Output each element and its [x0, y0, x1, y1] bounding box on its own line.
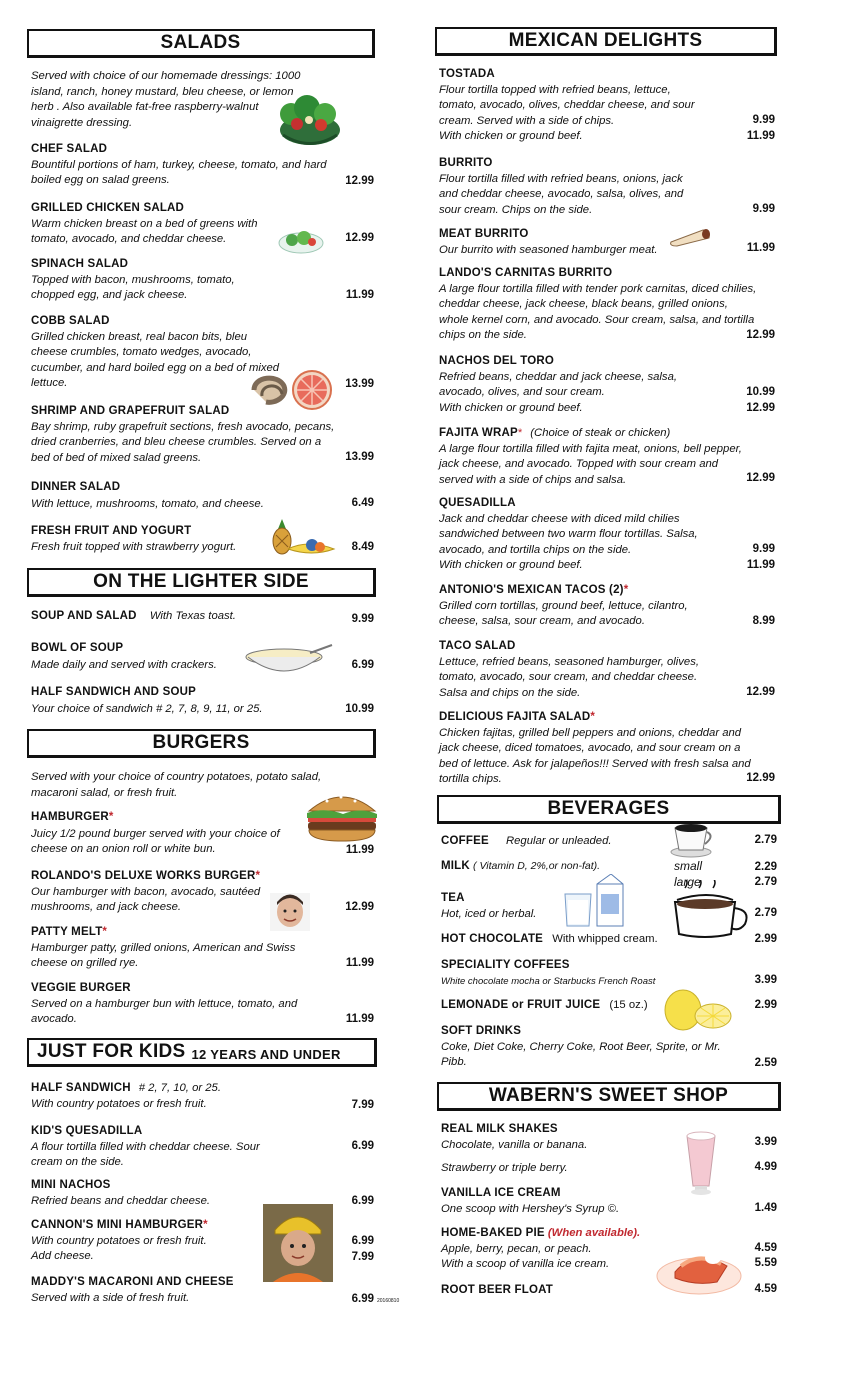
item-name: LANDO'S CARNITAS BURRITO [439, 267, 613, 279]
menu-item-kids-half-sandwich [31, 1081, 331, 1112]
item-desc-addon: With chicken or ground beef. [439, 130, 583, 142]
section-title: ON THE LIGHTER SIDE [93, 571, 309, 592]
item-desc: Apple, berry, pecan, or peach. [441, 1242, 592, 1255]
item-desc: With country potatoes or fresh fruit. [31, 1097, 207, 1110]
section-header-beverages [437, 795, 781, 824]
section-header-salads [27, 29, 375, 58]
item-name: SOFT DRINKS [441, 1025, 522, 1037]
menu-item-rolandos-burger [31, 869, 296, 916]
menu-code: 20160810 [377, 1298, 400, 1304]
item-name: GRILLED CHICKEN SALAD [31, 202, 185, 214]
hamburger-icon [305, 787, 379, 843]
item-name: MINI NACHOS [31, 1179, 111, 1191]
item-price: 9.99 [752, 203, 775, 215]
item-price: 12.99 [345, 175, 374, 187]
item-desc: ( Vitamin D, 2%,or non-fat). [473, 860, 601, 872]
item-desc-addon: With a scoop of vanilla ice cream. [441, 1258, 610, 1270]
item-name: VANILLA ICE CREAM [441, 1187, 561, 1199]
section-header-mexican [435, 27, 777, 56]
item-desc: Our burrito with seasoned hamburger meat. [439, 243, 658, 256]
item-price-addon: 11.99 [746, 130, 775, 142]
item-desc: Chicken fajitas, grilled bell peppers and onions, cheddar and jack cheese, diced tomatoes, avocado, and sour cream on a bed of lettuce. Ask for jalapeños!!! Served with fresh salsa and tortilla chips. [439, 726, 751, 785]
item-name: LEMONADE or FRUIT JUICE [441, 999, 601, 1011]
section-title: MEXICAN DELIGHTS [508, 30, 703, 51]
menu-item-dinner-salad [31, 480, 321, 512]
menu-item-quesadilla [439, 496, 719, 574]
item-price: 2.99 [754, 999, 777, 1011]
item-name: SPINACH SALAD [31, 258, 129, 270]
item-price: 12.99 [345, 232, 374, 244]
menu-item-shrimp-grapefruit-salad [31, 404, 336, 466]
item-name: TEA [441, 892, 465, 904]
item-desc: Bay shrimp, ruby grapefruit sections, fresh avocado, pecans, dried cranberries, and bleu cheese crumbles. Served on a bed of bed of mixed salad greens. [31, 420, 335, 464]
item-name: MADDY'S MACARONI AND CHEESE [31, 1276, 234, 1288]
menu-item-maddys-mac-cheese [31, 1275, 331, 1306]
menu-item-grilled-chicken-salad [31, 201, 296, 248]
section-title: BURGERS [152, 732, 250, 753]
menu-item-hot-chocolate [441, 932, 681, 948]
item-name: HOT CHOCOLATE [441, 933, 544, 945]
item-price: 9.99 [752, 114, 775, 126]
item-name: NACHOS DEL TORO [439, 355, 555, 367]
item-desc: Juicy 1/2 pound burger served with your choice of cheese on an onion roll or white bun. [31, 827, 280, 855]
item-price: 6.99 [351, 1293, 374, 1305]
item-price: 11.99 [345, 844, 374, 856]
menu-item-half-sandwich-soup [31, 685, 331, 717]
section-title: SALADS [160, 32, 241, 53]
item-desc: Flour tortilla topped with refried beans, lettuce, tomato, avocado, olives, cheddar cheese, and sour cream. Served with a side of chips. [439, 83, 695, 127]
item-desc-addon: With chicken or ground beef. [439, 401, 583, 414]
menu-item-taco-salad [439, 639, 709, 701]
menu-item-milk-shakes [441, 1122, 661, 1177]
item-name: DELICIOUS FAJITA SALAD* [439, 711, 596, 723]
item-desc: (15 oz.) [609, 999, 648, 1011]
item-name: FRESH FRUIT AND YOGURT [31, 525, 192, 537]
item-price: 13.99 [345, 378, 374, 390]
menu-item-meat-burrito [439, 227, 699, 258]
menu-item-antonios-tacos [439, 583, 729, 630]
item-desc-addon: With chicken or ground beef. [439, 559, 583, 571]
item-name: TOSTADA [439, 68, 495, 80]
menu-item-kids-quesadilla [31, 1124, 331, 1171]
item-price: 4.59 [754, 1242, 777, 1254]
item-desc: Grilled chicken breast, real bacon bits, bleu cheese crumbles, tomato wedges, avocado, cucumber, and hard boiled egg on a bed of mixed lettuce. [31, 330, 280, 389]
item-price: 3.99 [754, 974, 777, 986]
item-price: 12.99 [746, 686, 775, 698]
salad-plate-icon [277, 225, 327, 255]
item-name: COFFEE [441, 835, 489, 847]
item-name: VEGGIE BURGER [31, 982, 131, 994]
item-price: 2.79 [754, 834, 777, 846]
item-name: QUESADILLA [439, 497, 516, 509]
item-name: SHRIMP AND GRAPEFRUIT SALAD [31, 405, 230, 417]
menu-item-carnitas-burrito [439, 266, 759, 344]
item-desc: A large flour tortilla filled with tender pork carnitas, diced chilies, cheddar cheese, jack cheese, black beans, grilled onions, whole kernel corn, and avocado. Sour cream, salsa, and tortilla chips on the side. [439, 282, 757, 341]
item-price: 6.99 [351, 1235, 374, 1247]
item-price: 11.99 [345, 1013, 374, 1025]
item-price: 12.99 [746, 329, 775, 341]
section-title: JUST FOR KIDS [37, 1041, 186, 1062]
item-price: 12.99 [345, 901, 374, 913]
item-name: KID'S QUESADILLA [31, 1125, 143, 1137]
item-desc: Bountiful portions of ham, turkey, cheese, tomato, and hard boiled egg on salad greens. [31, 158, 327, 186]
item-desc: Hot, iced or herbal. [441, 907, 537, 920]
size-small-label: small [674, 859, 703, 873]
menu-item-tostada [439, 67, 699, 145]
item-note: # 2, 7, 10, or 25. [138, 1082, 221, 1094]
item-desc: Fresh fruit topped with strawberry yogurt. [31, 540, 237, 553]
menu-item-spinach-salad [31, 257, 276, 304]
item-desc: Your choice of sandwich # 2, 7, 8, 9, 11, or 25. [31, 702, 263, 715]
item-name: TACO SALAD [439, 640, 516, 652]
menu-item-veggie-burger [31, 981, 306, 1028]
menu-item-tea [441, 891, 641, 922]
item-note: (When available). [547, 1227, 641, 1239]
item-name: CHEF SALAD [31, 143, 108, 155]
item-desc: Grilled corn tortillas, ground beef, lettuce, cilantro, cheese, salsa, sour cream, and avocado. [439, 599, 688, 627]
item-desc: A large flour tortilla filled with fajita meat, onions, bell pepper, jack cheese, and avocado. Topped with sour cream and served with a side of chips and salsa. [439, 442, 742, 486]
menu-item-coffee [441, 834, 701, 850]
soup-bowl-icon [242, 643, 334, 677]
item-desc: Lettuce, refried beans, seasoned hamburger, olives, tomato, avocado, sour cream, and cheddar cheese. Salsa and chips on the side. [439, 655, 699, 699]
item-price: 3.99 [754, 1136, 777, 1148]
section-header-lighter-side [27, 568, 376, 597]
item-price-addon: 12.99 [746, 402, 775, 414]
coffee-cup-icon [669, 818, 717, 858]
size-large-label: large [674, 875, 701, 889]
item-price-addon: 7.99 [351, 1251, 374, 1263]
item-desc: Regular or unleaded. [505, 835, 612, 847]
item-price: 12.99 [746, 772, 775, 784]
item-price: 12.99 [746, 472, 775, 484]
item-price: 4.59 [754, 1283, 777, 1295]
item-name: PATTY MELT* [31, 926, 108, 938]
item-desc: Warm chicken breast on a bed of greens with tomato, avocado, and cheddar cheese. [31, 217, 258, 245]
item-desc: With whipped cream. [552, 933, 658, 945]
item-desc: Topped with bacon, mushrooms, tomato, chopped egg, and jack cheese. [31, 273, 235, 301]
item-price: 11.99 [746, 242, 775, 254]
item-name: ANTONIO'S MEXICAN TACOS (2)* [439, 584, 629, 596]
menu-item-nachos-del-toro [439, 354, 679, 416]
item-desc: A flour tortilla filled with cheddar cheese. Sour cream on the side. [31, 1140, 260, 1168]
item-price: 1.49 [754, 1202, 777, 1214]
item-name: REAL MILK SHAKES [441, 1123, 558, 1135]
item-desc: One scoop with Hershey's Syrup ©. [441, 1202, 620, 1215]
item-desc: Hamburger patty, grilled onions, American and Swiss cheese on grilled rye. [31, 941, 296, 969]
item-name: MILK [441, 860, 470, 872]
menu-item-cannons-mini-hamburger [31, 1218, 271, 1265]
item-name: ROLANDO'S DELUXE WORKS BURGER* [31, 870, 261, 882]
item-price: 2.99 [754, 933, 777, 945]
item-desc: Coke, Diet Coke, Cherry Coke, Root Beer, Sprite, or Mr. Pibb. [441, 1040, 721, 1068]
menu-item-fajita-salad [439, 710, 759, 788]
section-subtitle: 12 YEARS AND UNDER [191, 1046, 341, 1062]
salads-intro: Served with choice of our homemade dressings: 1000 island, ranch, honey mustard, bleu cheese, or lemon herb . Also available fat-free raspberry-walnut vinaigrette dressing. [31, 70, 301, 129]
item-desc-addon: Strawberry or triple berry. [441, 1162, 568, 1174]
menu-item-speciality-coffees [441, 958, 741, 989]
menu-item-fajita-wrap: FAJITA WRAP* (Choice of steak or chicken) A large flour tortilla filled with fajita meat, onions, bell pepper, jack cheese, and avocado. Topped with sour cream and served with a side of chips and salsa. [439, 426, 744, 488]
item-price: 8.49 [351, 541, 374, 553]
item-price: 6.49 [351, 497, 374, 509]
item-price: 10.99 [746, 386, 775, 398]
item-price: 11.99 [345, 289, 374, 301]
item-name: ROOT BEER FLOAT [441, 1284, 554, 1296]
item-name: FAJITA WRAP [439, 427, 518, 439]
item-price: 9.99 [752, 543, 775, 555]
item-desc: White chocolate mocha or Starbucks French Roast [441, 975, 656, 987]
item-price: 8.99 [752, 615, 775, 627]
item-price: 2.29 [754, 861, 777, 873]
item-desc: Refried beans and cheddar cheese. [31, 1194, 210, 1207]
item-price: 6.99 [351, 1140, 374, 1152]
burgers-intro: Served with your choice of country potatoes, potato salad, macaroni salad, or fresh fruit. [31, 771, 322, 799]
item-desc: Served on a hamburger bun with lettuce, tomato, and avocado. [31, 997, 298, 1025]
item-name: HOME-BAKED PIE [441, 1227, 545, 1239]
item-desc: Jack and cheddar cheese with diced mild chilies sandwiched between two warm flour tortillas. Salsa, avocado, and tortilla chips on the side. [439, 512, 698, 556]
item-name: HALF SANDWICH [31, 1082, 131, 1094]
menu-item-patty-melt [31, 925, 306, 972]
item-price: 2.59 [754, 1057, 777, 1069]
item-price-addon: 11.99 [746, 559, 775, 571]
menu-item-vanilla-ice-cream [441, 1186, 701, 1217]
item-price: 6.99 [351, 659, 374, 671]
menu-item-home-baked-pie [441, 1226, 681, 1273]
item-price-addon: 4.99 [754, 1161, 777, 1173]
item-desc: Served with a side of fresh fruit. [31, 1291, 190, 1304]
section-header-burgers [27, 729, 376, 758]
item-desc: Chocolate, vanilla or banana. [441, 1138, 588, 1151]
item-note: (Choice of steak or chicken) [530, 427, 671, 439]
section-header-kids [27, 1038, 377, 1067]
item-desc: Our hamburger with bacon, avocado, sautéed mushrooms, and jack cheese. [31, 885, 261, 913]
item-name: DINNER SALAD [31, 481, 121, 493]
child-photo [263, 1204, 333, 1282]
item-price: 11.99 [345, 957, 374, 969]
item-name: CANNON'S MINI HAMBURGER* [31, 1219, 208, 1231]
menu-item-soft-drinks [441, 1024, 741, 1071]
item-price: 7.99 [351, 1099, 374, 1111]
menu-item-burrito [439, 156, 689, 218]
item-desc: Refried beans, cheddar and jack cheese, salsa, avocado, olives, and sour cream. [439, 370, 678, 398]
item-price: 10.99 [345, 703, 374, 715]
item-name: BOWL OF SOUP [31, 642, 124, 654]
menu-item-soup-and-salad [31, 609, 331, 625]
item-desc: Made daily and served with crackers. [31, 658, 217, 671]
item-name: SOUP AND SALAD [31, 610, 137, 622]
item-desc: Flour tortilla filled with refried beans, onions, jack and cheddar cheese, avocado, salsa, olives, and sour cream. Chips on the side. [439, 172, 684, 216]
item-price: 6.99 [351, 1195, 374, 1207]
item-name: MEAT BURRITO [439, 228, 529, 240]
item-desc: With country potatoes or fresh fruit. [31, 1234, 207, 1247]
item-name: HALF SANDWICH AND SOUP [31, 686, 196, 698]
item-price: 13.99 [345, 451, 374, 463]
menu-item-root-beer-float [441, 1283, 641, 1299]
menu-item-chef-salad [31, 142, 331, 189]
menu-item-hamburger [31, 810, 306, 858]
item-name: COBB SALAD [31, 315, 110, 327]
item-desc: With lettuce, mushrooms, tomato, and cheese. [31, 497, 264, 510]
item-price: 2.79 [754, 907, 777, 919]
item-desc-addon: Add cheese. [31, 1250, 94, 1262]
item-desc: With Texas toast. [149, 610, 236, 622]
item-price-addon: 5.59 [754, 1257, 777, 1269]
section-title: BEVERAGES [547, 798, 670, 819]
menu-item-milk [441, 859, 661, 875]
item-name: BURRITO [439, 157, 493, 169]
item-price-addon: 2.79 [754, 876, 777, 888]
section-header-sweet-shop [437, 1082, 781, 1111]
section-title: WABERN'S SWEET SHOP [488, 1085, 729, 1106]
menu-item-cobb-salad [31, 314, 281, 392]
item-name: SPECIALITY COFFEES [441, 959, 570, 971]
burrito-icon [667, 226, 713, 248]
item-name: HAMBURGER* [31, 811, 114, 823]
item-price: 9.99 [351, 613, 374, 625]
